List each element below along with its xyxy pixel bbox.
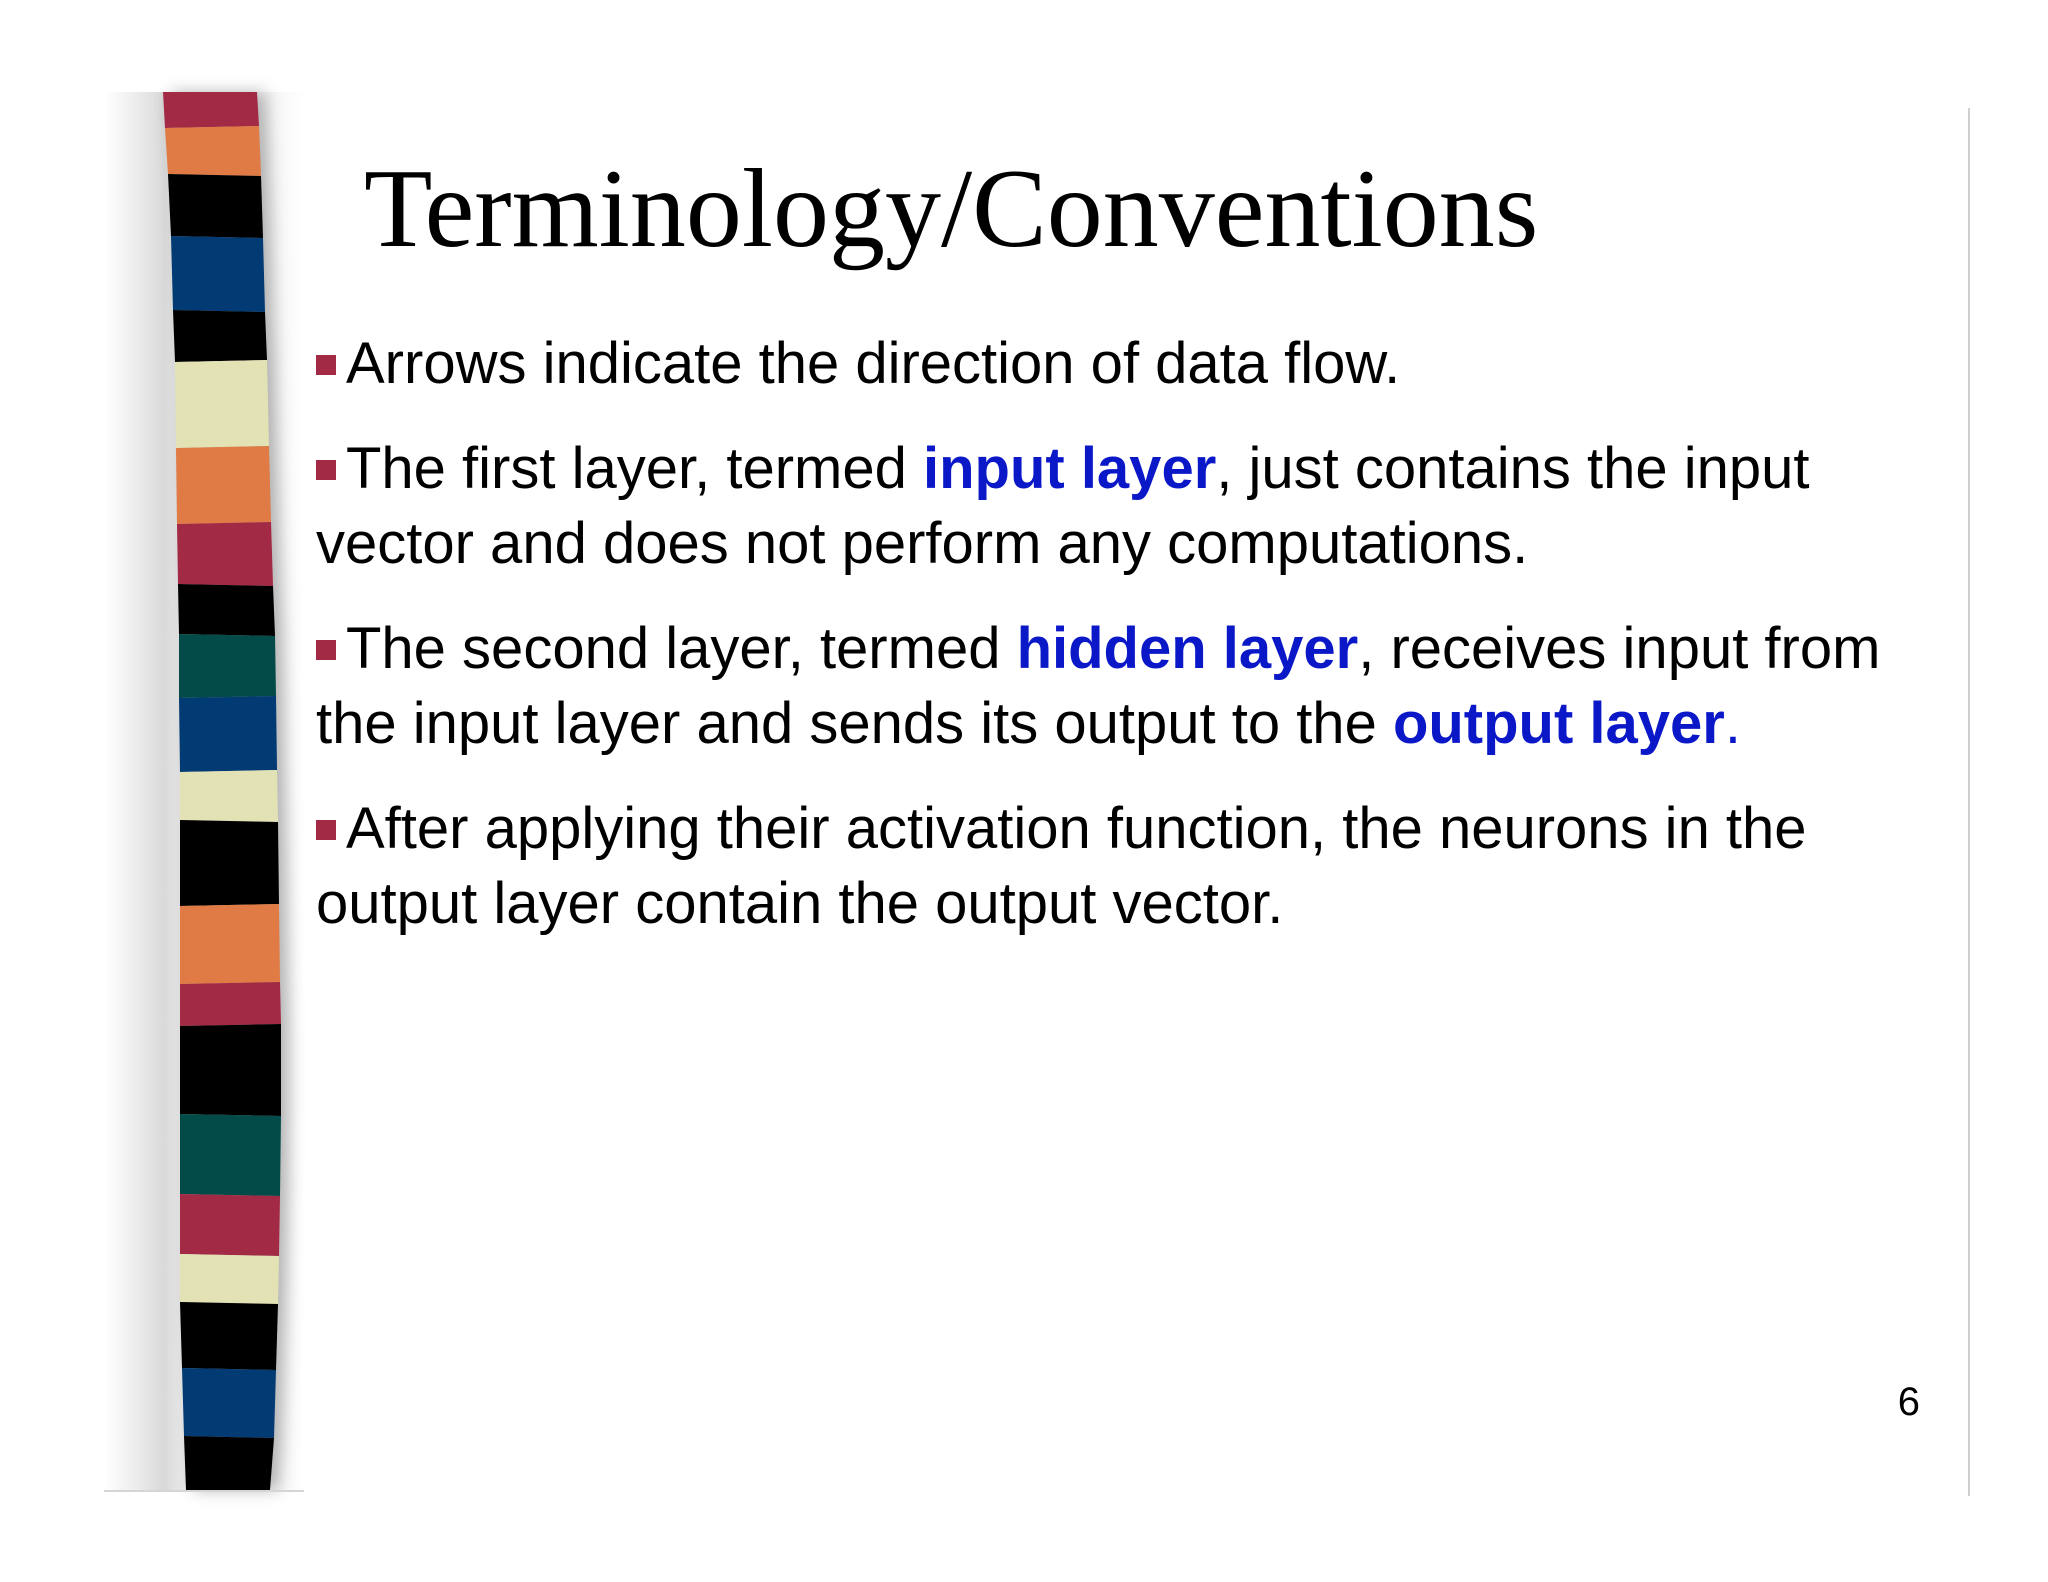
- stripe-black-2: [173, 310, 267, 362]
- bottom-accent-line: [104, 1490, 304, 1492]
- stripe-cream-2: [180, 770, 278, 822]
- slide-content: [316, 326, 1916, 971]
- bullet-text-data-flow: Arrows indicate the direction of data flow.: [346, 331, 1401, 396]
- stripe-blue-2: [179, 696, 277, 772]
- bullet-item-data-flow: [316, 326, 1916, 401]
- stripe-crimson-3: [180, 982, 281, 1026]
- input-layer-term: input layer: [922, 436, 1217, 501]
- right-vertical-rule: [1968, 108, 1970, 1496]
- stripe-segments: [163, 92, 281, 1490]
- stripe-teal-1: [179, 634, 276, 698]
- bullet-text-hidden-layer-after: .: [1724, 691, 1741, 756]
- output-layer-term: output layer: [1392, 691, 1725, 756]
- square-bullet-icon: [316, 355, 336, 375]
- stripe-cream-3: [180, 1254, 279, 1304]
- square-bullet-icon: [316, 640, 336, 660]
- hidden-layer-term: hidden layer: [1016, 616, 1359, 681]
- bullet-item-output-vector: [316, 791, 1916, 941]
- stripe-crimson-1: [163, 92, 259, 128]
- stripe-orange-2: [176, 446, 271, 524]
- slide-title: Terminology/Conventions: [364, 147, 1539, 271]
- decorative-stripe-band: [140, 92, 290, 1490]
- stripe-blue-3: [182, 1368, 276, 1438]
- stripe-crimson-4: [180, 1194, 280, 1256]
- bullet-text-input-layer-before: The first layer, termed: [346, 436, 923, 501]
- stripe-cream-1: [175, 360, 269, 448]
- stripe-black-7: [184, 1436, 274, 1490]
- bullet-item-hidden-layer: [316, 611, 1916, 761]
- bullet-text-output-vector: After applying their activation function, the neurons in the output layer contain the output vector.: [316, 796, 1807, 936]
- stripe-orange-1: [165, 126, 261, 176]
- stripe-teal-2: [180, 1114, 281, 1196]
- stripe-blue-1: [171, 236, 265, 312]
- stripe-black-5: [180, 1024, 281, 1116]
- square-bullet-icon: [316, 460, 336, 480]
- stripe-crimson-2: [177, 522, 273, 586]
- square-bullet-icon: [316, 820, 336, 840]
- stripe-black-4: [180, 820, 279, 906]
- stripe-orange-3: [180, 904, 280, 984]
- bullet-text-hidden-layer-middle: , receives input from the input layer and sends its output to the: [316, 616, 1881, 756]
- bullet-text-input-layer-after: , just contains the input vector and does not perform any computations.: [316, 436, 1810, 576]
- stripe-black-3: [178, 584, 275, 636]
- bullet-text-hidden-layer-before: The second layer, termed: [346, 616, 1017, 681]
- bullet-item-input-layer: [316, 431, 1916, 581]
- stripe-black-1: [168, 174, 263, 238]
- page-number: 6: [1897, 1380, 1920, 1424]
- stripe-black-6: [180, 1302, 278, 1370]
